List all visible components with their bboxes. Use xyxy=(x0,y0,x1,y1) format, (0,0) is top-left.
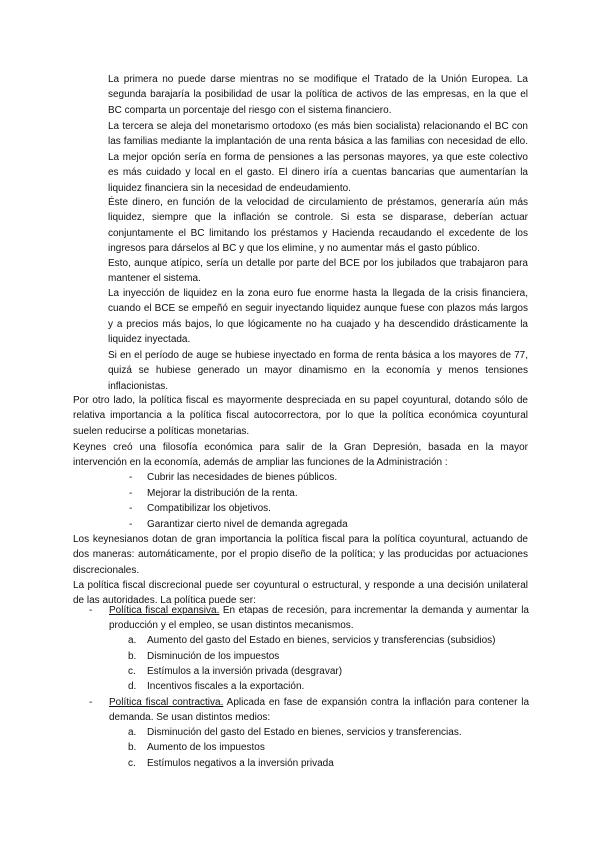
paragraph-keynes: Keynes creó una filosofía económica para salir de la Gran Depresión, basada en la mayor intervención en la economía, además de ampliar las funciones de la Administración : xyxy=(73,442,528,469)
list-item: b. Aumento de los impuestos xyxy=(128,742,265,753)
expansive-policy-item: - Política fiscal expansiva. En etapas de recesión, para incrementar la demanda y aumentar la producción y el empleo, se usan distintos mecanismos. xyxy=(89,605,529,631)
paragraph-liquidity: Éste dinero, en función de la velocidad de circulamiento de préstamos, generaría aún más liquidez, siempre que la inflación se controle. Si esta se disparase, deberían actuar conjuntamente el BC limitando los préstamos y Hacienda recaudando el excedente de los ingresos para dárselos al BC y que los elimine, y no aumentar más el gasto público. xyxy=(108,197,528,255)
list-item: b. Disminución de los impuestos xyxy=(128,651,280,662)
list-item: - Garantizar cierto nivel de demanda agregada xyxy=(129,519,348,530)
paragraph-basic-income: La tercera se aleja del monetarismo ortodoxo (es más bien socialista) relacionando el BC con las familias mediante la implantación de una renta básica a las familias con necesidad de ello. La mejor opción sería en forma de pensiones a las personas mayores, ya que este colectivo es más cuidado y local en el gasto. El dinero iría a cuentas bancarias que aumentarían la liquidez financiera sin la necesidad de endeudamiento. xyxy=(108,121,528,194)
paragraph-treaty: La primera no puede darse mientras no se modifique el Tratado de la Unión Europea. La segunda barajaría la posibilidad de usar la política de activos de las empresas, en la que el BC comparta un porcentaje del riesgo con el sistema financiero. xyxy=(108,74,528,116)
list-item: a. Aumento del gasto del Estado en bienes, servicios y transferencias (subsidios) xyxy=(128,635,496,646)
contractive-policy-item: - Política fiscal contractiva. Aplicada en fase de expansión contra la inflación para contener la demanda. Se usan distintos medios: xyxy=(89,697,530,723)
expansive-policy-title: Política fiscal expansiva. xyxy=(109,605,220,616)
paragraph-atypical: Esto, aunque atípico, sería un detalle por parte del BCE por los jubilados que trabajaron para mantener el sistema. xyxy=(108,258,528,285)
paragraph-fiscal-policy: Por otro lado, la política fiscal es mayormente despreciada en su papel coyuntural, dotando sólo de relativa importancia a la política fiscal autocorrectora, por lo que la política económica coyuntural suelen reducirse a políticas monetarias. xyxy=(73,395,528,437)
list-item: a. Disminución del gasto del Estado en bienes, servicios y transferencias. xyxy=(128,727,462,738)
paragraph-keynesians: Los keynesianos dotan de gran importancia la política fiscal para la política coyuntural, actuando de dos maneras: automáticamente, por el propio diseño de la política; y las producidas por actuaciones discrecionales. xyxy=(73,534,528,576)
list-item: - Compatibilizar los objetivos. xyxy=(129,503,271,514)
paragraph-discretionary: La política fiscal discrecional puede ser coyuntural o estructural, y responde a una decisión unilateral de las autoridades. La política puede ser: xyxy=(73,580,528,607)
contractive-policy-title: Política fiscal contractiva. xyxy=(109,697,224,708)
list-item: c. Estímulos negativos a la inversión privada xyxy=(128,758,334,769)
expansive-policy-text: En etapas de recesión, para incrementar la demanda y aumentar la producción y el empleo, se usan distintos mecanismos. xyxy=(109,605,529,631)
list-item: - Cubrir las necesidades de bienes públicos. xyxy=(129,472,338,483)
list-item: c. Estímulos a la inversión privada (desgravar) xyxy=(128,666,343,677)
list-item: d. Incentivos fiscales a la exportación. xyxy=(128,681,305,692)
list-item: - Mejorar la distribución de la renta. xyxy=(129,488,298,499)
paragraph-euro-injection: La inyección de liquidez en la zona euro fue enorme hasta la llegada de la crisis financiera, cuando el BCE se empeñó en seguir inyectando liquidez aunque fuese con plazos más largos y a precios más bajos, lo que lógicamente no ha cuajado y ha descendido drásticamente la liquidez inyectada. xyxy=(108,288,528,346)
paragraph-boom-period: Si en el período de auge se hubiese inyectado en forma de renta básica a los mayores de 77, quizá se hubiese generado un mayor dinamismo en la economía y menos tensiones inflacionistas. xyxy=(108,350,528,392)
contractive-policy-text: Aplicada en fase de expansión contra la inflación para contener la demanda. Se usan distintos medios: xyxy=(109,697,530,723)
